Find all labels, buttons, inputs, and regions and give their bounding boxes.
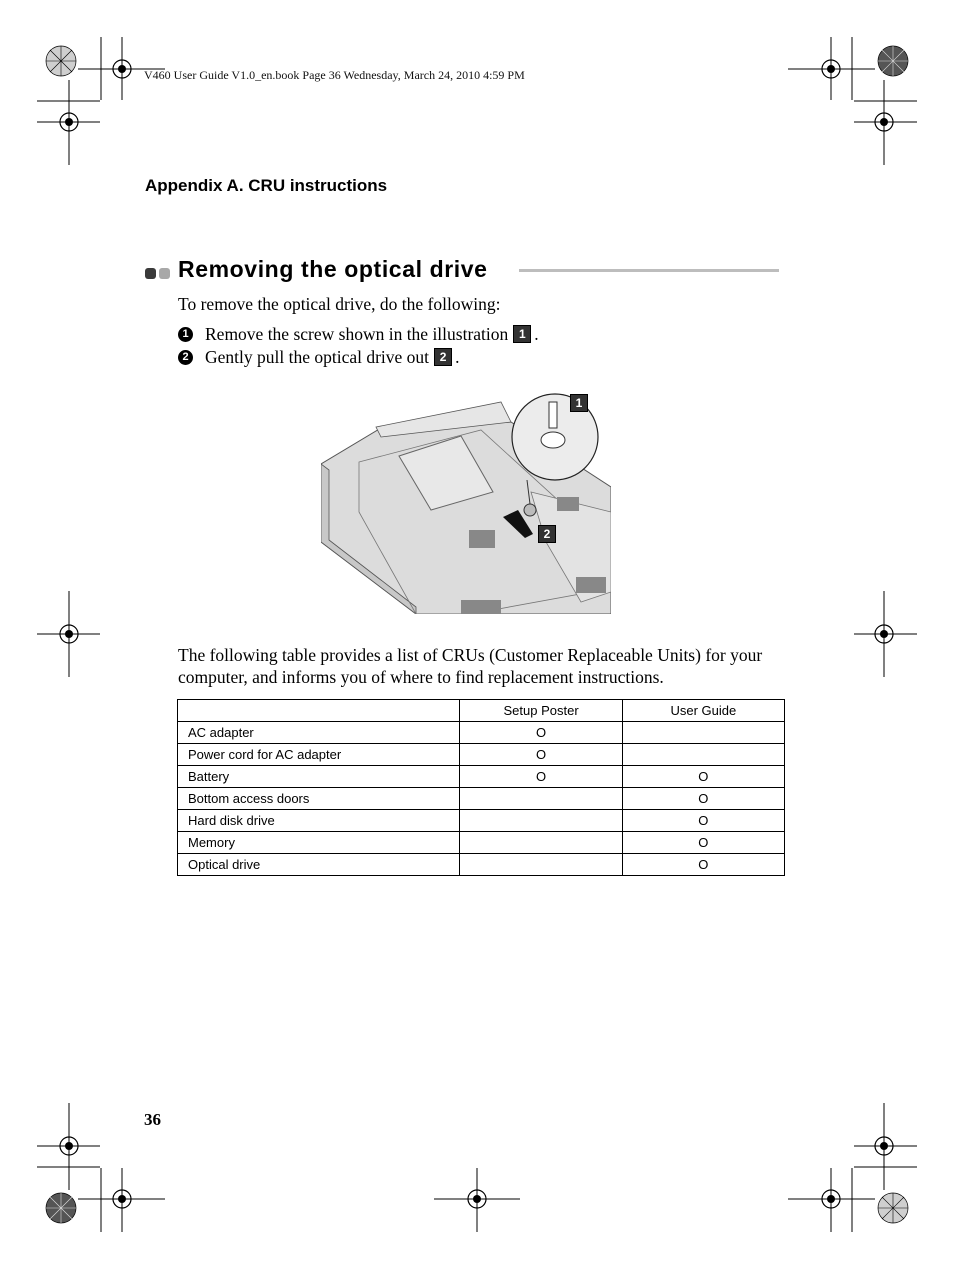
table-row	[178, 744, 785, 766]
step-suffix: .	[455, 347, 460, 367]
user-guide-mark	[622, 744, 784, 766]
cru-name: AC adapter	[178, 722, 460, 744]
heading-rule	[519, 269, 779, 272]
step-2	[178, 346, 459, 368]
setup-poster-mark: O	[460, 766, 622, 788]
setup-poster-mark	[460, 854, 622, 876]
column-header: Setup Poster	[460, 700, 622, 722]
step-text: Gently pull the optical drive out	[205, 347, 430, 367]
table-row	[178, 722, 785, 744]
user-guide-mark: O	[622, 854, 784, 876]
setup-poster-mark	[460, 788, 622, 810]
table-row	[178, 854, 785, 876]
setup-poster-mark: O	[460, 722, 622, 744]
page-number: 36	[144, 1110, 161, 1129]
table-row	[178, 788, 785, 810]
table-row	[178, 766, 785, 788]
callout-badge: 2	[434, 348, 452, 366]
step-number: 2	[178, 350, 193, 365]
step-suffix: .	[534, 324, 539, 344]
step-1	[178, 323, 539, 345]
cru-name: Hard disk drive	[178, 810, 460, 832]
user-guide-mark: O	[622, 766, 784, 788]
setup-poster-mark: O	[460, 744, 622, 766]
user-guide-mark	[622, 722, 784, 744]
heading-bullets	[145, 266, 173, 284]
table-header-row	[178, 700, 785, 722]
figure-callout-1: 1	[570, 394, 588, 412]
user-guide-mark: O	[622, 810, 784, 832]
user-guide-mark: O	[622, 832, 784, 854]
page-title: Removing the optical drive	[178, 256, 488, 282]
print-header: V460 User Guide V1.0_en.book Page 36 Wednesday, March 24, 2010 4:59 PM	[144, 68, 525, 82]
step-text: Remove the screw shown in the illustration	[205, 324, 509, 344]
callout-badge: 1	[513, 325, 531, 343]
intro-text: To remove the optical drive, do the following:	[178, 294, 501, 314]
column-header	[178, 700, 460, 722]
step-number: 1	[178, 327, 193, 342]
figure-callout-2: 2	[538, 525, 556, 543]
cru-name: Battery	[178, 766, 460, 788]
column-header: User Guide	[622, 700, 784, 722]
table-row	[178, 832, 785, 854]
setup-poster-mark	[460, 832, 622, 854]
cru-name: Memory	[178, 832, 460, 854]
cru-name: Bottom access doors	[178, 788, 460, 810]
user-guide-mark: O	[622, 788, 784, 810]
table-intro-paragraph: The following table provides a list of CRUs (Customer Replaceable Units) for your computer, and informs you of where to find replacement instructions.	[178, 645, 763, 687]
cru-name: Optical drive	[178, 854, 460, 876]
setup-poster-mark	[460, 810, 622, 832]
optical-drive-illustration	[321, 392, 611, 614]
running-head: Appendix A. CRU instructions	[145, 176, 388, 195]
section-heading	[145, 254, 785, 288]
table-row	[178, 810, 785, 832]
cru-table	[177, 699, 785, 876]
cru-name: Power cord for AC adapter	[178, 744, 460, 766]
